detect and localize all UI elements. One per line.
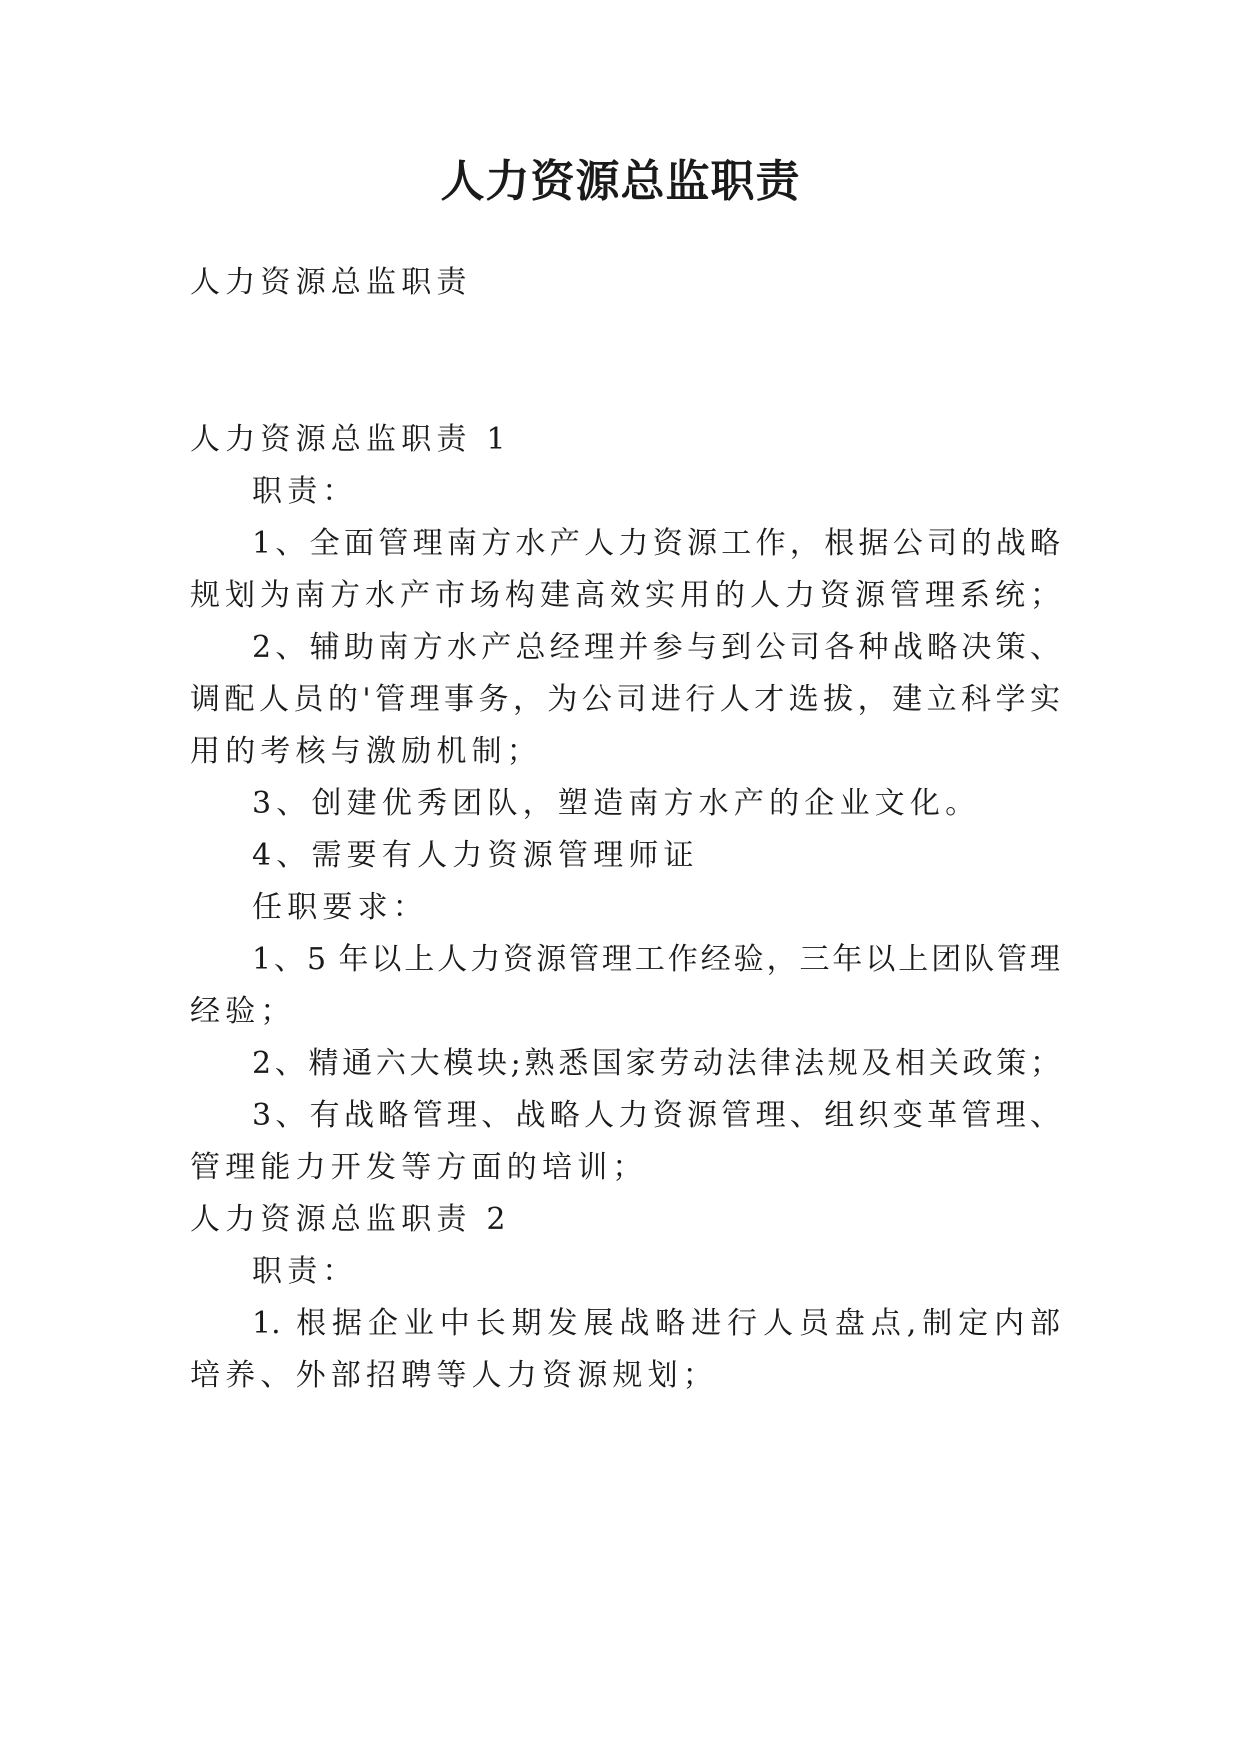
- section1-req1-line1: 1、5 年以上人力资源管理工作经验，三年以上团队管理: [252, 942, 1060, 977]
- section1-req2: 2、精通六大模块;熟悉国家劳动法律法规及相关政策；: [252, 1046, 1060, 1081]
- section1-req3-line2: 管理能力开发等方面的培训；: [190, 1150, 648, 1185]
- section1-duty1-line2: 规划为南方水产市场构建高效实用的人力资源管理系统；: [190, 578, 1060, 613]
- section1-duty3: 3、创建优秀团队，塑造南方水产的企业文化。: [252, 786, 981, 821]
- section1-requirements-label: 任职要求：: [252, 890, 428, 925]
- section1-req1-line2: 经验；: [190, 994, 296, 1029]
- section1-duty2-line1: 2、辅助南方水产总经理并参与到公司各种战略决策、: [252, 630, 1060, 665]
- section1-duty2-line2: 调配人员的'管理事务，为公司进行人才选拔，建立科学实: [190, 682, 1060, 717]
- document-subtitle: 人力资源总监职责: [190, 265, 472, 300]
- section2-heading: 人力资源总监职责 2: [190, 1202, 511, 1237]
- section2-duty1-line1: 1. 根据企业中长期发展战略进行人员盘点,制定内部: [252, 1306, 1060, 1341]
- section2-duty1-line2: 培养、外部招聘等人力资源规划；: [190, 1358, 718, 1393]
- section1-duty1-line1: 1、全面管理南方水产人力资源工作，根据公司的战略: [252, 526, 1060, 561]
- section2-duties-label: 职责：: [252, 1254, 358, 1289]
- section1-heading: 人力资源总监职责 1: [190, 422, 511, 457]
- section1-duty2-line3: 用的考核与激励机制；: [190, 734, 542, 769]
- section1-duties-label: 职责：: [252, 474, 358, 509]
- document-title: 人力资源总监职责: [440, 156, 801, 207]
- section1-req3-line1: 3、有战略管理、战略人力资源管理、组织变革管理、: [252, 1098, 1060, 1133]
- section1-duty4: 4、需要有人力资源管理师证: [252, 838, 699, 873]
